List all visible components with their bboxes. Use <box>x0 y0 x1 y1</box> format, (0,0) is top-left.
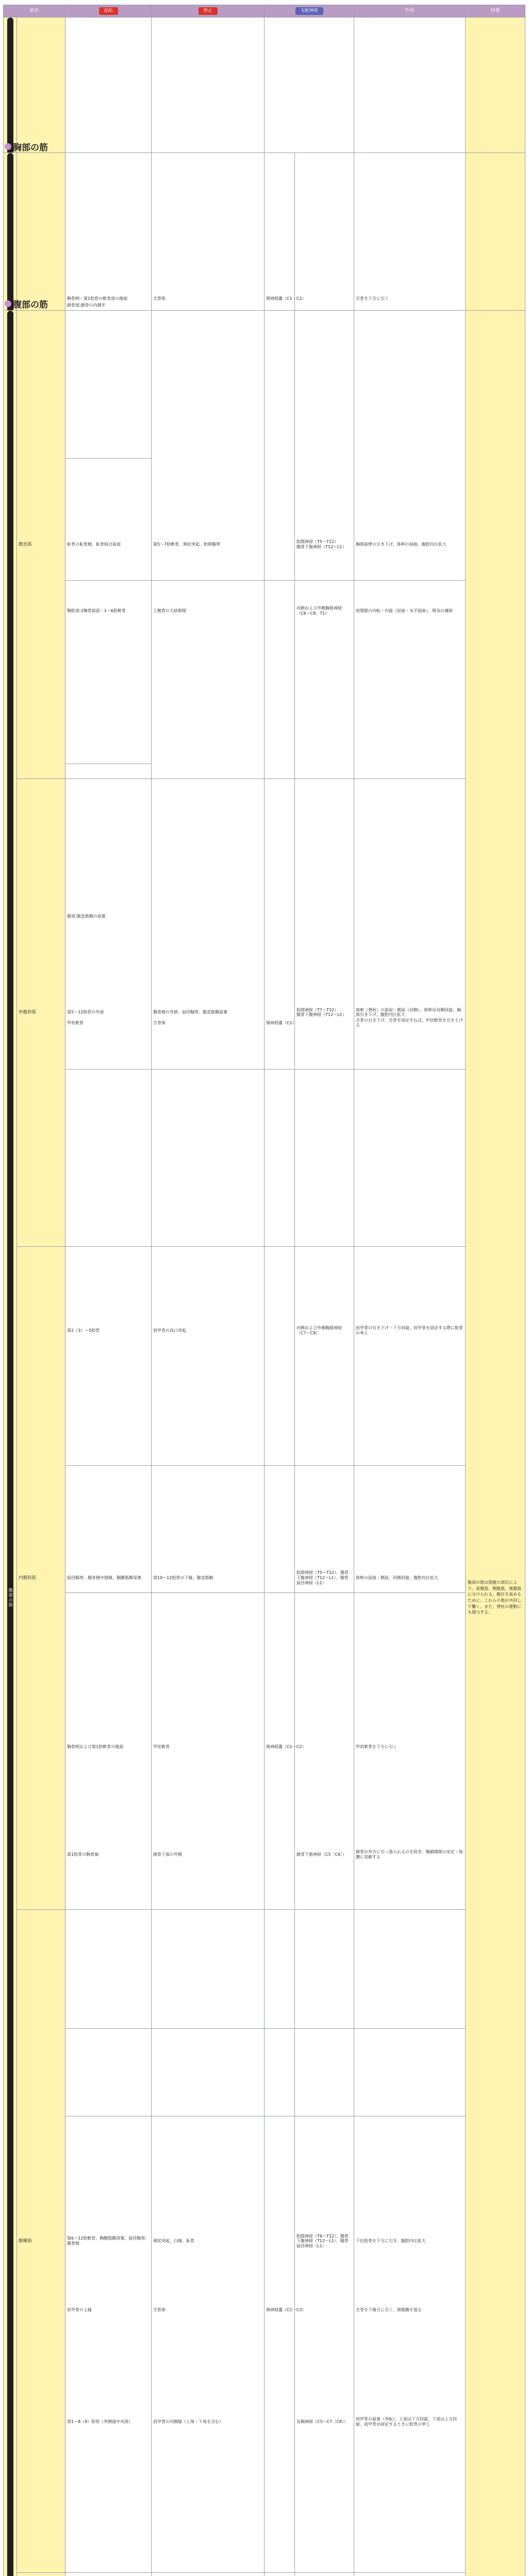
nerve-cell: 頸神経叢（C1〜C2） <box>265 18 354 581</box>
insertion-cell: 上腕骨の大結節稜 <box>152 153 295 1070</box>
action-cell: 体幹の屈曲・側屈、同側回旋、腹腔内圧拡大 <box>354 1247 466 1910</box>
table-row <box>4 311 525 779</box>
origin-part: 鎖骨部:鎖骨の内側半 <box>65 153 152 459</box>
table-row <box>4 1247 525 1910</box>
origin-cell: 甲状軟骨 <box>65 581 152 1466</box>
origin-cell: 第2（3）〜5肋骨 <box>65 1069 152 1592</box>
nerve-cell <box>295 2573 354 2576</box>
action-cell: 肩甲骨の引き下げ・下方回旋、肩甲骨を固定する際に肋骨の挙上 <box>354 1069 466 1592</box>
insertion-cell: 剣状突起、白線、恥骨 <box>152 1910 295 2573</box>
origin-cell: 肩甲骨の上縁 <box>65 2028 152 2576</box>
nerve-cell: 頸神経叢（C1〜C2） <box>265 1465 354 2028</box>
action-cell: 肩甲骨の前進（外転）、上部は下方回旋、下部は上方回旋、肩甲骨が固定するときに肋骨の挙上 <box>354 2116 466 2576</box>
nerve-cell: 内側および外側胸筋神経（C7〜C8） <box>295 1069 354 1592</box>
action-cell: 体幹（脊柱）の前屈・側屈（同側）、体幹反対側回旋、胸郭引き下げ、腹腔内圧拡大 <box>354 778 466 1247</box>
nerve-cell <box>295 778 354 1247</box>
action-cell: 鎖骨が外方に引っ張られるのを防ぎ、胸鎖関節の安定・保護に貢献する <box>354 1592 466 2116</box>
action-cell <box>354 2573 466 2576</box>
insertion-cell <box>152 2573 295 2576</box>
nerve-cell: 頸神経叢（C1） <box>265 581 354 1466</box>
nerve-part: 腸骨下腹神経（T12〜L1） <box>296 545 352 550</box>
insertion-cell: 腸骨稜の外唇、鼠径靱帯、腹直筋鞘前葉 <box>152 778 295 1247</box>
nerve-cell: 肋間神経（T5〜T12）、腸骨下腹神経（T12〜L1）、腸骨鼠径神経（L1） <box>295 1247 354 1910</box>
muscle-name: 腹直筋 <box>17 311 65 779</box>
origin-cell: 胸骨柄・第1肋骨の軟骨部の後面 <box>65 18 152 581</box>
nerve-cell: 頸神経叢（C1〜C3） <box>265 2028 354 2576</box>
origin-part: 胸肋部:2胸骨前面・1〜6肋軟骨 <box>65 458 152 764</box>
muscle-name: 腹横筋 <box>17 1910 65 2573</box>
muscle-name <box>17 2573 65 2576</box>
section-title-chest: 胸部の筋 <box>5 140 48 153</box>
origin-cell: 鼠径靱帯、腸骨稜中間線、胸腰筋膜深葉 <box>65 1247 152 1910</box>
nerve-part: 肋間神経（T7〜T12） <box>296 1008 352 1013</box>
insertion-cell: 甲状軟骨 <box>152 1465 265 2028</box>
header-nerve: 支配神経 <box>295 7 323 15</box>
insertion-cell: 舌骨体 <box>152 2028 265 2576</box>
section-bullet-icon <box>5 300 11 307</box>
insertion-cell: 肩甲骨の内側縁（上角・下角を含む） <box>152 2116 295 2576</box>
origin-cell: 胸骨柄および第1肋軟骨の後面 <box>65 1465 152 2028</box>
insertion-cell: 第5〜7肋軟骨、剣状突起、肋剣靱帯 <box>152 311 295 779</box>
origin-cell: 第1肋骨の胸骨端 <box>65 1592 152 2116</box>
insertion-cell: 舌骨体 <box>152 18 265 581</box>
insertion-cell: 舌骨体 <box>152 581 265 1466</box>
insertion-cell: 肩甲骨の烏口突起 <box>152 1069 295 1592</box>
origin-cell <box>65 2573 152 2576</box>
nerve-cell <box>295 311 354 779</box>
table-row <box>4 778 525 1247</box>
table-row <box>4 2573 525 2576</box>
origin-cell: 第6〜12肋軟骨、胸腰筋膜深葉、鼠径靱帯、腸骨稜 <box>65 1910 152 2573</box>
header-feature: 特徴 <box>466 5 525 18</box>
header-muscle-name: 筋名 <box>4 5 65 18</box>
header-insertion: 停止 <box>199 7 218 15</box>
action-cell: 舌骨を下方に引く <box>354 18 466 581</box>
section-title-abdomen: 腹部の筋 <box>5 297 48 310</box>
muscle-name: 内腹斜筋 <box>17 1247 65 1910</box>
table-header-row <box>4 5 525 18</box>
origin-cell: 第1〜8（9）肋骨（外側面中央部） <box>65 2116 152 2576</box>
action-cell: 肩関節の内転・内旋（屈曲・水平屈曲）。吸気の補助 <box>354 153 466 1070</box>
origin-cell: 恥骨の恥骨稜、恥骨結合前面 <box>65 311 152 779</box>
abdomen-muscle-table <box>3 310 525 2576</box>
insertion-cell: 鎖骨下面の外側 <box>152 1592 295 2116</box>
action-cell: 下位肋骨を下方に引き、腹腔内圧拡大 <box>354 1910 466 2573</box>
muscle-name: 外腹斜筋 <box>17 778 65 1247</box>
feature-cell: 腹部の筋は筋腹の部位により、前腹筋、側腹筋、後腹筋に分けられる。腹圧を高めるために、これらの筋が共同して働く。また、脊柱の運動にも関与する。 <box>466 311 525 2576</box>
action-cell: 舌骨の引き下げ。舌骨を固定すれば、甲状軟骨を引き上げる <box>354 581 466 1466</box>
action-cell: 舌骨を下後方に引く。頸筋膜を張る <box>354 2028 466 2576</box>
origin-part: 腹部:腹直筋鞘の前葉 <box>65 764 152 1069</box>
action-cell: 胸郭前壁の引き下げ、体幹の屈曲、腹腔内圧拡大 <box>354 311 466 779</box>
section-bullet-icon <box>5 143 11 150</box>
header-action: 作用 <box>354 5 466 18</box>
origin-cell: 第5〜12肋骨の外面 <box>65 778 152 1247</box>
nerve-part: 腸骨下腹神経（T12〜L1） <box>296 1012 352 1018</box>
nerve-cell: 肋間神経（T6〜T12）、腸骨下腹神経（T12〜L1）、腸骨鼠径神経（L1） <box>295 1910 354 2573</box>
insertion-cell: 第10〜12肋骨の下縁、腹直筋鞘 <box>152 1247 295 1910</box>
action-cell: 甲状軟骨を下方に引く <box>354 1465 466 2028</box>
nerve-cell: 長胸神経（C5〜C7（C8）） <box>295 2116 354 2576</box>
header-origin: 起始 <box>99 7 118 15</box>
nerve-cell: 内側および外側胸筋神経（C6〜C8、T1） <box>295 153 354 1070</box>
nerve-part: 肋間神経（T5〜T12） <box>296 539 352 545</box>
group-label: 腹部の筋 <box>7 311 13 2576</box>
nerve-cell: 鎖骨下筋神経（C5［C6］） <box>295 1592 354 2116</box>
table-row <box>4 1910 525 2573</box>
